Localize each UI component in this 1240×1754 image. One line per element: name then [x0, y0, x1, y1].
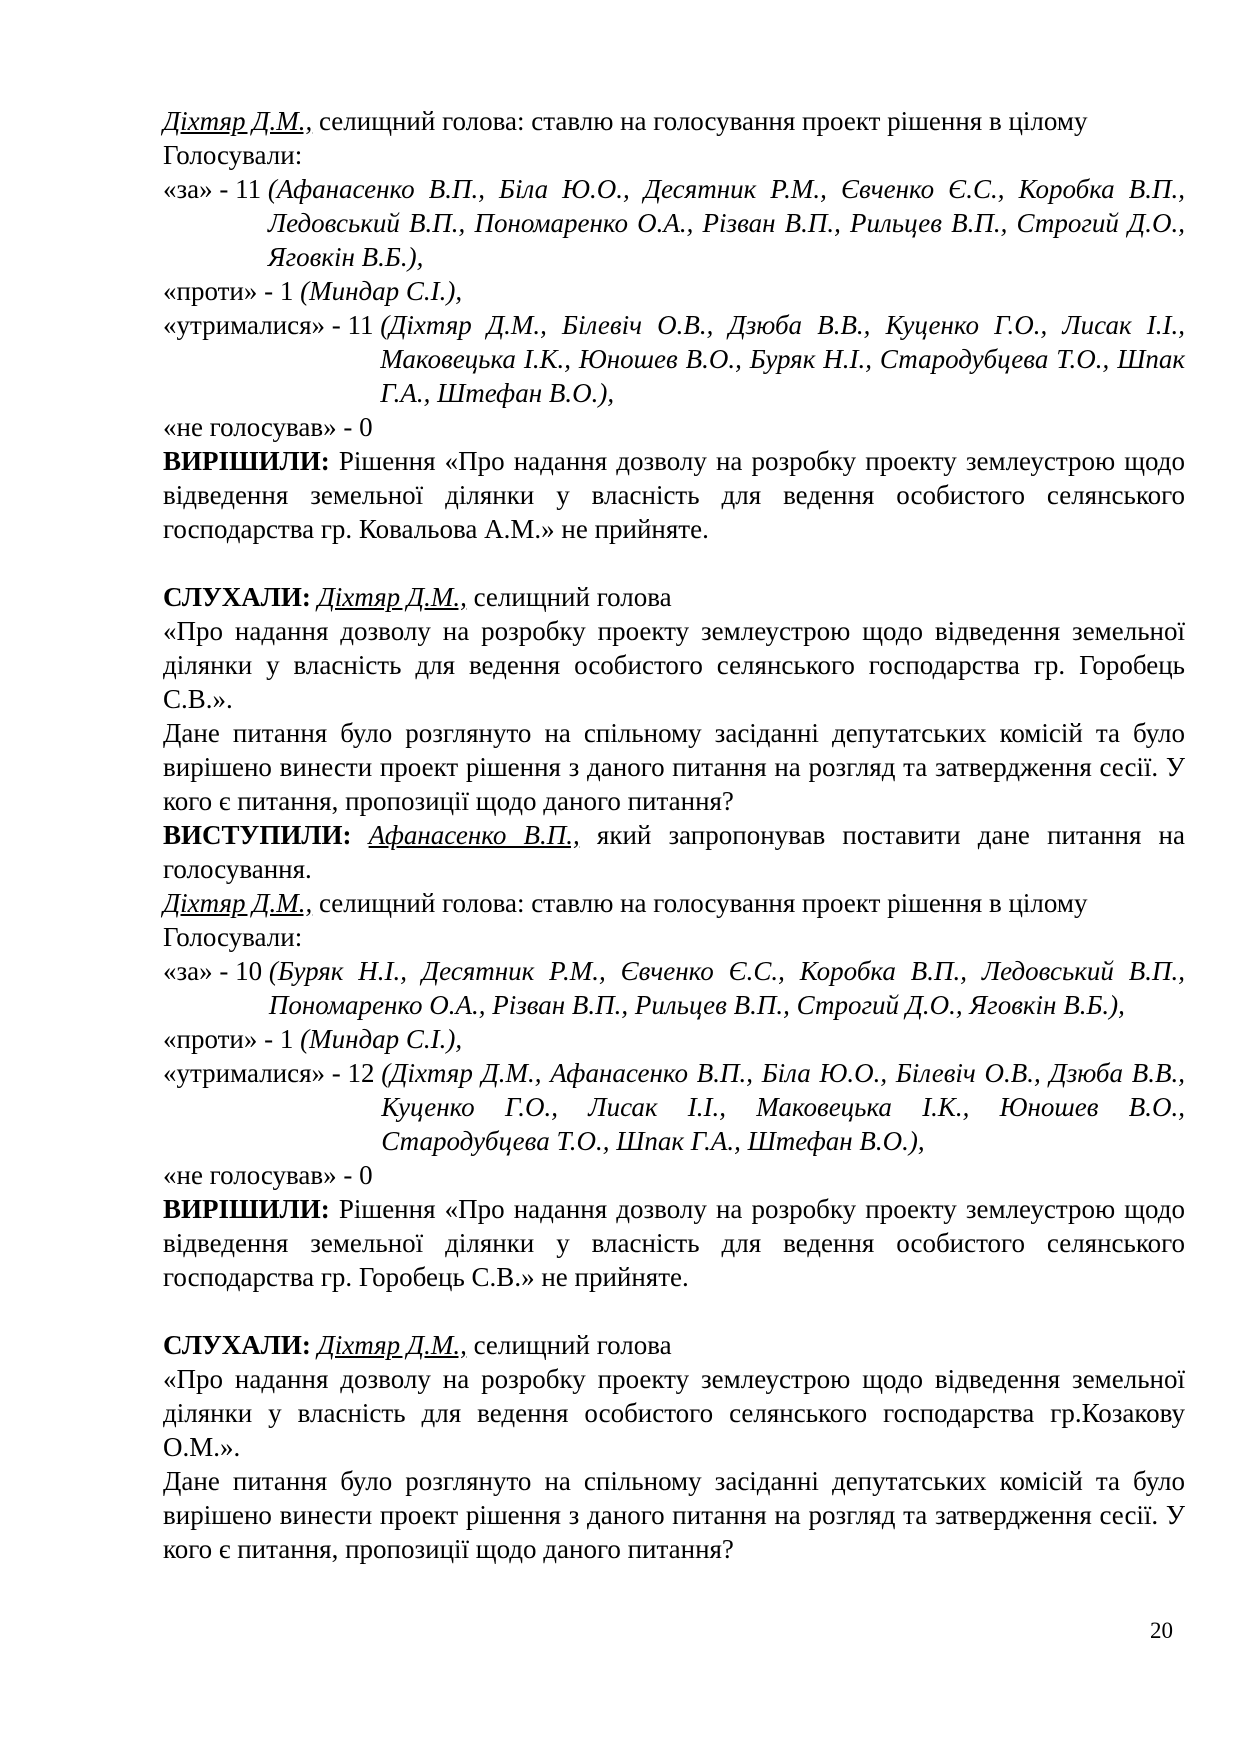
speaker-text: селищний голова: ставлю на голосування проект рішення в цілому	[312, 106, 1088, 136]
speakers-text: який запропонував поставити дане питання на голосування.	[163, 820, 1185, 884]
spacer	[163, 546, 1185, 580]
discussion-paragraph: Дане питання було розглянуто на спільному засіданні депутатських комісій та було вирішено винести проект рішення з даного питання на розгляд та затвердження сесії. У кого є питання, пропозиції щодо даного питання?	[163, 1466, 1185, 1564]
speakers-name: Афанасенко В.П.,	[368, 820, 580, 850]
vote-abstain-count: «утрималися» - 11	[163, 310, 381, 340]
decision-text: Рішення «Про надання дозволу на розробку проекту землеустрою щодо відведення земельної ділянки у власність для ведення особистого селянського господарства гр. Горобець С.В.» не прийняте.	[163, 1194, 1185, 1292]
vote-abstain-names: (Діхтяр Д.М., Білевіч О.В., Дзюба В.В., Куценко Г.О., Лисак І.І., Маковецька І.К., Юношев В.О., Буряк Н.І., Стародубцева Т.О., Шпак Г.А., Штефан В.О.),	[380, 310, 1185, 408]
vote-abstain-names: (Діхтяр Д.М., Афанасенко В.П., Біла Ю.О., Білевіч О.В., Дзюба В.В., Куценко Г.О., Лисак І.І., Маковецька І.К., Юношев В.О., Стародубцева Т.О., Шпак Г.А., Штефан В.О.),	[381, 1058, 1185, 1156]
vote-against-line	[163, 274, 1185, 308]
vote-against-names: (Миндар С.І.),	[300, 276, 463, 306]
speaker-name: Діхтяр Д.М.,	[163, 888, 313, 918]
decision-paragraph	[163, 444, 1185, 546]
speaker-line	[163, 886, 1185, 920]
vote-for-count: «за» - 10	[163, 956, 269, 986]
decision-label: ВИРІШИЛИ:	[163, 446, 330, 476]
vote-abstain-count: «утрималися» - 12	[163, 1058, 382, 1088]
vote-against-names: (Миндар С.І.),	[300, 1024, 463, 1054]
vote-for-count: «за» - 11	[163, 174, 268, 204]
heard-label: СЛУХАЛИ:	[163, 582, 311, 612]
vote-against-count: «проти» - 1	[163, 1024, 301, 1054]
heard-line	[163, 580, 1185, 614]
not-voted-line: «не голосував» - 0	[163, 1160, 373, 1190]
heard-speaker: Діхтяр Д.М.,	[317, 1330, 467, 1360]
voted-label: Голосували:	[163, 922, 303, 952]
vote-against-count: «проти» - 1	[163, 276, 301, 306]
heard-label: СЛУХАЛИ:	[163, 1330, 311, 1360]
decision-label: ВИРІШИЛИ:	[163, 1194, 330, 1224]
decision-paragraph	[163, 1192, 1185, 1294]
speakers-label: ВИСТУПИЛИ:	[163, 820, 352, 850]
vote-for-line	[163, 954, 1185, 1022]
speaker-line	[163, 104, 1185, 138]
heard-line	[163, 1328, 1185, 1362]
not-voted-line: «не голосував» - 0	[163, 412, 373, 442]
speaker-text: селищний голова: ставлю на голосування проект рішення в цілому	[312, 888, 1088, 918]
page-number: 20	[1150, 1618, 1173, 1643]
heard-role: селищний голова	[466, 1330, 672, 1360]
vote-for-line	[163, 172, 1185, 274]
vote-against-line	[163, 1022, 1185, 1056]
speakers-paragraph	[163, 818, 1185, 886]
heard-role: селищний голова	[466, 582, 672, 612]
vote-abstain-line	[163, 1056, 1185, 1158]
topic-paragraph: «Про надання дозволу на розробку проекту землеустрою щодо відведення земельної ділянки у власність для ведення особистого селянського господарства гр. Горобець С.В.».	[163, 616, 1185, 714]
heard-speaker: Діхтяр Д.М.,	[317, 582, 467, 612]
decision-text: Рішення «Про надання дозволу на розробку проекту землеустрою щодо відведення земельної ділянки у власність для ведення особистого селянського господарства гр. Ковальова А.М.» не прийняте.	[163, 446, 1185, 544]
topic-paragraph: «Про надання дозволу на розробку проекту землеустрою щодо відведення земельної ділянки у власність для ведення особистого селянського господарства гр.Козакову О.М.».	[163, 1364, 1185, 1462]
document-page	[163, 104, 1185, 1566]
speaker-name: Діхтяр Д.М.,	[163, 106, 313, 136]
vote-for-names: (Афанасенко В.П., Біла Ю.О., Десятник Р.М., Євченко Є.С., Коробка В.П., Ледовський В.П., Пономаренко О.А., Різван В.П., Рильцев В.П., Строгий Д.О., Яговкін В.Б.),	[267, 174, 1185, 272]
discussion-paragraph: Дане питання було розглянуто на спільному засіданні депутатських комісій та було вирішено винести проект рішення з даного питання на розгляд та затвердження сесії. У кого є питання, пропозиції щодо даного питання?	[163, 718, 1185, 816]
voted-label: Голосували:	[163, 140, 303, 170]
spacer	[163, 1294, 1185, 1328]
vote-abstain-line	[163, 308, 1185, 410]
vote-for-names: (Буряк Н.І., Десятник Р.М., Євченко Є.С., Коробка В.П., Ледовський В.П., Пономаренко О.А., Різван В.П., Рильцев В.П., Строгий Д.О., Яговкін В.Б.),	[268, 956, 1185, 1020]
